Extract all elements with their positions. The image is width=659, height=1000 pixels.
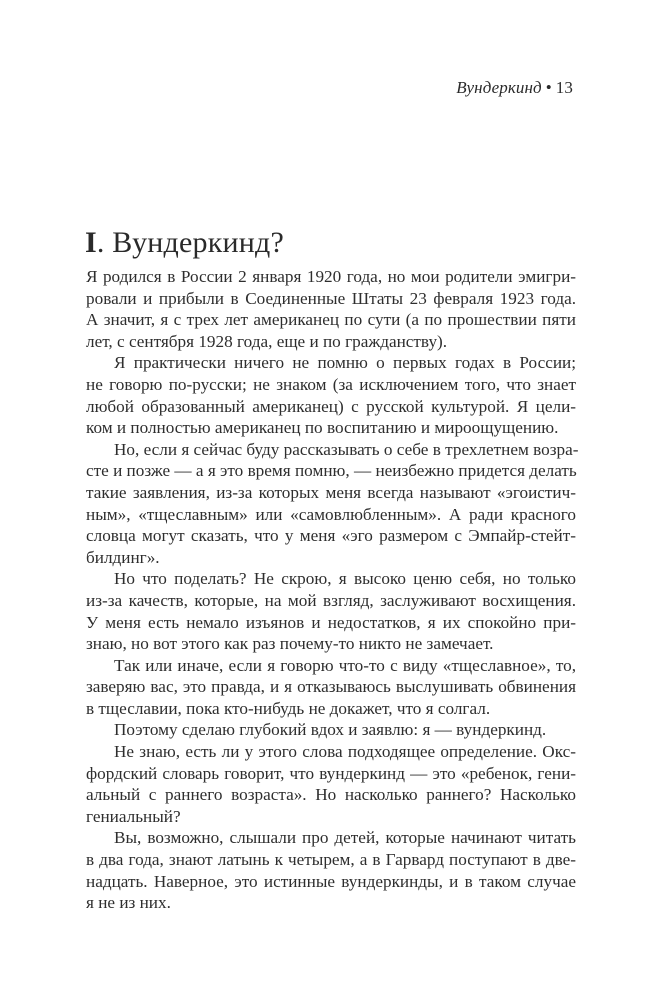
text-line: Не знаю, есть ли у этого слова подходящее определение. Окс- — [114, 742, 576, 762]
text-line: надцать. Наверное, это истинные вундеркинды, и в таком случае — [86, 871, 576, 891]
chapter-title-text: Вундеркинд? — [112, 226, 284, 259]
running-head-title: Вундеркинд — [456, 78, 542, 97]
text-line: Я родился в России 2 января 1920 года, но мои родители эмигри- — [86, 267, 576, 286]
text-line: такие заявления, из-за которых меня всегда называют «эгоистич- — [86, 482, 576, 502]
text-line: я не из них. — [86, 893, 171, 913]
text-line: заверяю вас, это правда, и я отказываюсь выслушивать обвинения — [86, 677, 576, 697]
text-line: гениальный? — [86, 806, 181, 826]
text-line: не говорю по-русски; не знаком (за исключением того, что знает — [86, 374, 576, 394]
text-line: ным», «тщеславным» или «самовлюбленным». А ради красного — [86, 504, 576, 524]
text-line: Я практически ничего не помню о первых годах в России; — [114, 353, 576, 373]
running-head-bullet: • — [545, 78, 552, 97]
text-line: Но что поделать? Не скрою, я высоко ценю себя, но только — [114, 569, 576, 589]
chapter-number-suffix: . — [96, 226, 105, 259]
text-line: У меня есть немало изъянов и недостатков, я их спокойно при- — [86, 612, 576, 632]
running-head — [456, 78, 573, 98]
text-line: словца могут сказать, что у меня «эго размером с Эмпайр-стейт- — [86, 526, 576, 546]
chapter-title — [85, 226, 284, 260]
text-line: билдинг». — [86, 547, 160, 567]
text-line: в два года, знают латынь к четырем, а в Гарвард поступают в две- — [86, 850, 576, 870]
chapter-number: I — [85, 226, 97, 259]
text-line: из-за качеств, которые, на мой взгляд, заслуживают восхищения. — [86, 590, 576, 610]
text-line: Поэтому сделаю глубокий вдох и заявлю: я — вундеркинд. — [114, 720, 547, 740]
text-line: альный с раннего возраста». Но насколько раннего? Насколько — [86, 785, 576, 805]
text-line: Но, если я сейчас буду рассказывать о себе в трехлетнем возра- — [114, 439, 579, 459]
text-line: фордский словарь говорит, что вундеркинд — это «ребенок, гени- — [86, 763, 576, 783]
text-line: ровали и прибыли в Соединенные Штаты 23 февраля 1923 года. — [86, 288, 576, 308]
text-line: любой образованный американец) с русской культурой. Я цели- — [86, 396, 576, 416]
text-line: сте и позже — а я это время помню, — неизбежно придется делать — [86, 461, 577, 481]
text-line: ком и полностью американец по воспитанию и мироощущению. — [86, 418, 559, 438]
text-line: знаю, но вот этого как раз почему-то никто не замечает. — [86, 634, 494, 654]
text-line: Так или иначе, если я говорю что-то с виду «тщеславное», то, — [114, 655, 576, 675]
text-line: в тщеславии, пока кто-нибудь не докажет, что я солгал. — [86, 698, 491, 718]
text-line: Вы, возможно, слышали про детей, которые начинают читать — [114, 828, 576, 848]
text-line: лет, с сентября 1928 года, еще и по гражданству). — [86, 331, 448, 351]
body-text — [86, 266, 579, 914]
page-number: 13 — [555, 78, 573, 97]
text-line: А значит, я с трех лет американец по сути (а по прошествии пяти — [86, 310, 576, 330]
